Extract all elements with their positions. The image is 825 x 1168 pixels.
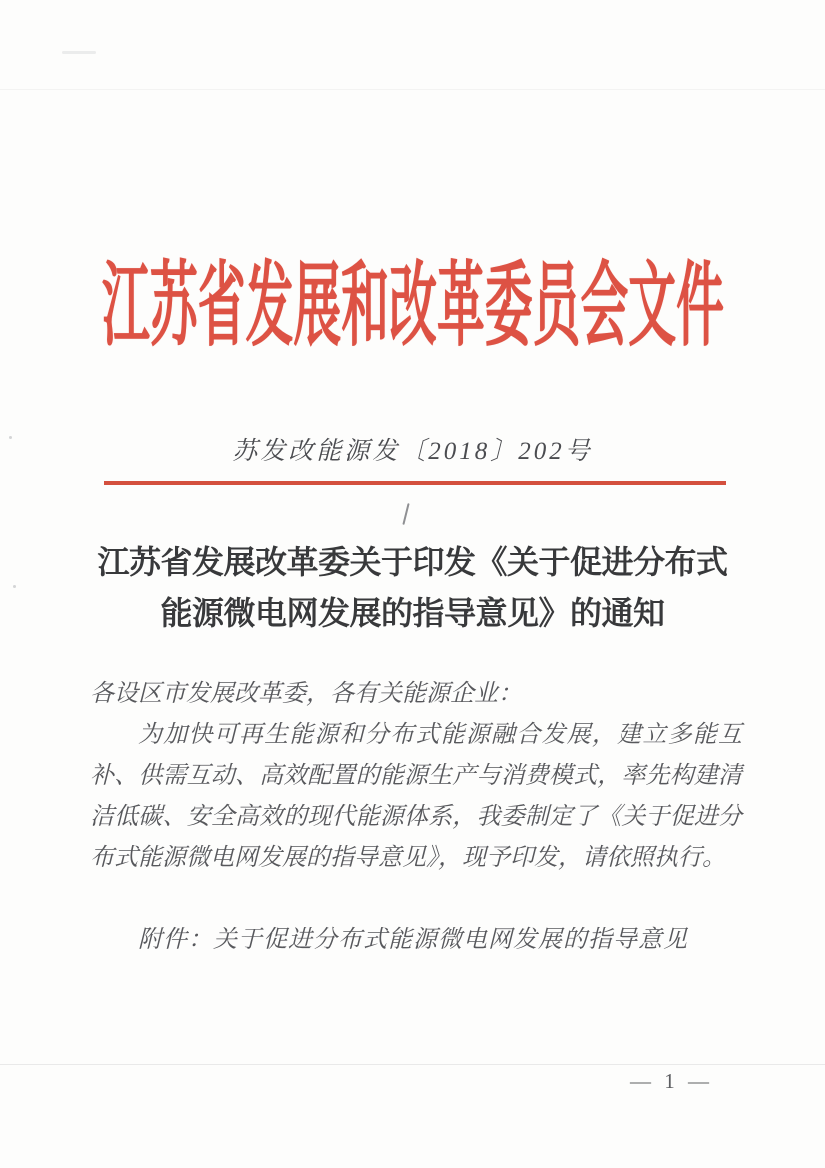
notice-paragraph: 为加快可再生能源和分布式能源融合发展，建立多能互补、供需互动、高效配置的能源生产与消费模式，率先构建清洁低碳、安全高效的现代能源体系，我委制定了《关于促进分布式能源微电网发展的指导意见》，现予印发，请依照执行。 — [90, 722, 742, 871]
agency-header-banner — [0, 252, 825, 372]
agency-header-text: 江苏省发展和改革委员会文件 — [101, 255, 724, 357]
attachment-note: 附件：关于促进分布式能源微电网发展的指导意见 — [138, 927, 688, 953]
scan-artifact-line — [0, 89, 825, 90]
notice-title — [0, 537, 825, 639]
page-number: — 1 — — [630, 1069, 713, 1093]
notice-body — [90, 674, 742, 961]
footer-rule — [0, 1064, 825, 1065]
notice-title-line-1: 江苏省发展改革委关于印发《关于促进分布式 — [97, 544, 728, 580]
scan-artifact-speck — [62, 51, 96, 54]
doc-number: 苏发改能源发〔2018〕202号 — [232, 438, 593, 465]
scan-artifact-slash — [402, 503, 409, 525]
salutation: 各设区市发展改革委，各有关能源企业： — [90, 681, 522, 707]
red-divider — [104, 481, 726, 485]
notice-title-line-2: 能源微电网发展的指导意见》的通知 — [160, 595, 665, 631]
